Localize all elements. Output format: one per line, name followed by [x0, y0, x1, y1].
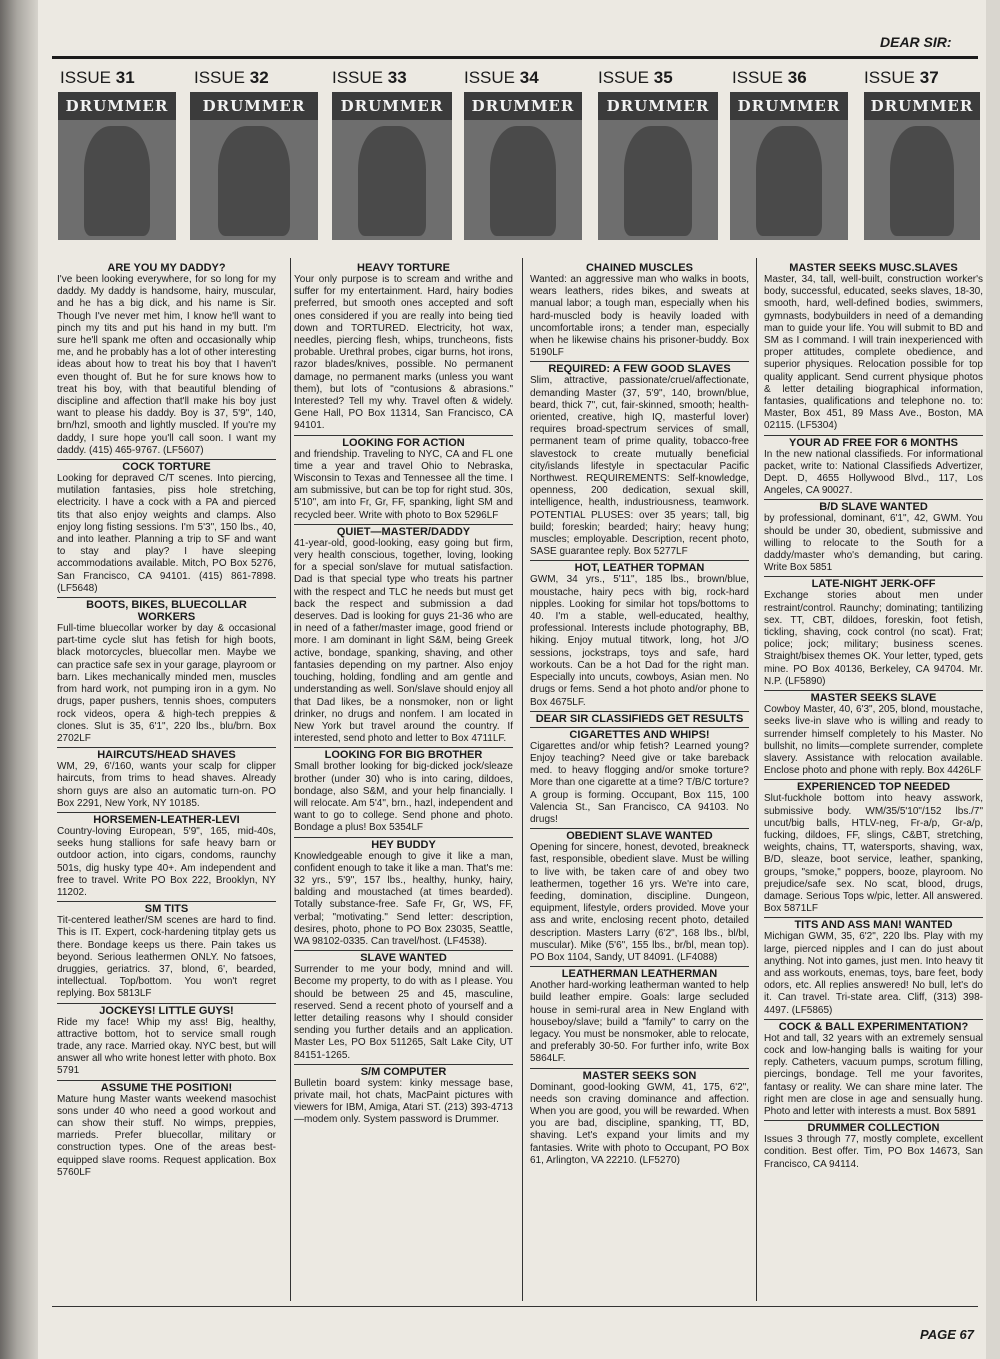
classified-ad [57, 814, 276, 899]
ad-title: CIGARETTES AND WHIPS! [569, 728, 710, 741]
ad-title: BOOTS, BIKES, BLUECOLLAR WORKERS [86, 599, 247, 624]
section-header: DEAR SIR: [880, 34, 952, 50]
classified-ad [294, 839, 513, 949]
cover-masthead: DRUMMER [464, 92, 582, 120]
ad-body: Full-time bluecollar worker by day & occasional part-time cycle slut has fetish for high boots, black motorcycles, bluecollar men. Maybe we can practice safe sex in your garage, playroom or barn. Likes mechanically minded men, muscles from hard work, not pumping iron in a gym. No drugs, paper pushers, tennis shoes, computers rock videos, opera & high-tech preppies & clones. Slut is 35, 6'1", 220 lbs., blu/brn. Box 2702LF [57, 623, 276, 744]
ad-title: MASTER SEEKS MUSC.SLAVES [789, 262, 958, 274]
issue-label: ISSUE 35 [598, 68, 673, 87]
ad-title: MASTER SEEKS SON [582, 1069, 697, 1082]
classified-ad [764, 1122, 983, 1171]
ad-title: QUIET—MASTER/DADDY [336, 525, 471, 538]
ad-title: HORSEMEN-LEATHER-LEVI [93, 813, 240, 826]
ad-title: LOOKING FOR BIG BROTHER [324, 749, 483, 762]
classified-ad [530, 363, 749, 558]
ad-divider [57, 812, 276, 813]
bottom-rule [52, 1306, 978, 1307]
ad-title: TITS AND ASS MAN! WANTED [794, 919, 953, 932]
column-1 [57, 262, 276, 1181]
ad-body: In the new national classifieds. For informational packet, write to: National Classifieds Advertizer, Dept. D, 4655 Hollywood Blvd., 117, Los Angeles, CA 90027. [764, 448, 983, 497]
page-fold-shadow [0, 0, 38, 1359]
column-rule [522, 258, 523, 1301]
ad-body: Looking for depraved C/T scenes. Into piercing, mutilation fantasies, piss hole stretching, electricity. I have a cock with a PA and pierced tits that also enjoy weights and clamps. Also enjoy long fisting sessions. I'm 5'3", 150 lbs., 40, and into leather. Planning a trip to SF and want to stay and play? I have sleeping accommodations available. Mitch, PO Box 5276, San Francisco, CA 94101. (415) 861-7898. (LF5648) [57, 473, 276, 594]
classified-ad [57, 461, 276, 595]
ad-title: MASTER SEEKS SLAVE [810, 692, 937, 705]
ad-title: DRUMMER COLLECTION [807, 1122, 940, 1135]
classified-ad [764, 781, 983, 915]
ad-body: Dominant, good-looking GWM, 41, 175, 6'2", needs son craving dominance and affection. When you are good, you will be rewarded. When you are bad, discipline, spanking, TT, BD, shaving. Let's expand your limits and my fantasies. Write with photo to Occupant, PO Box 61, Arlington, VA 22210. (LF5270) [530, 1081, 749, 1166]
ad-title: LOOKING FOR ACTION [342, 436, 465, 449]
ad-divider [530, 966, 749, 967]
ad-title: COCK TORTURE [122, 461, 211, 474]
ad-body: Issues 3 through 77, mostly complete, excellent condition. Best offer. Tim, PO Box 14673, San Francisco, CA 94114. [764, 1134, 983, 1170]
ad-divider [294, 747, 513, 748]
classified-ad [530, 562, 749, 708]
ad-body: Cigarettes and/or whip fetish? Learned young? Enjoy teaching? Need give or take bareback med. to heavy flogging and/or smoke torture? More than one cigarette at a time? T/B/C torture? A group is forming. Occupant, Box 115, 100 Valencia St., San Francisco, CA 94103. No drugs! [530, 740, 749, 825]
ad-body: GWM, 34 yrs., 5'11", 185 lbs., brown/blue, moustache, hairy pecs with big, rock-hard nipples. Looking for similar hot tops/bottoms to 40. I'm a stable, well-educated, healthy, professional. Interests include photography, BB, hiking. Enjoy mutual titwork, long, hot J/O sessions, jockstraps, toys and safe, hard workouts. Can be a hot Dad for the right man. Especially into uncuts, cowboys, Asian men. No drugs or fems. Send a hot photo and/or phone to Box 4675LF. [530, 574, 749, 708]
issue-label: ISSUE 36 [732, 68, 807, 87]
ad-title: CHAINED MUSCLES [586, 262, 693, 274]
ad-divider [57, 1080, 276, 1081]
ad-title: JOCKEYS! LITTLE GUYS! [99, 1004, 234, 1017]
ad-title: LATE-NIGHT JERK-OFF [811, 578, 936, 591]
ad-body: Master, 34, tall, well-built, construction worker's body, successful, educated, seeks slaves, 18-30, smooth, hard, well-defined bodies, swimmers, gymnasts, bodybuilders in need of a demanding man to guide your life. You will submit to BD and SM as I command. I will train inexperienced with proper attitudes, complete obedience, and superior physiques. Relocation possible for top quality applicant. Send current physique photos & letter detailing biographical information, fantasies, qualifications and telephone no. to: Master, Box 451, 89 Mass Ave., Boston, MA 02115. (LF5304) [764, 274, 983, 432]
issue-label: ISSUE 33 [332, 68, 407, 87]
classified-ad [764, 1021, 983, 1118]
ad-body: Mature hung Master wants weekend masochist sons under 40 who need a good workout and can show their stuff. No wimps, preppies, marrieds. Prefer bluecollar, military or construction types. One of the areas best-equipped slave rooms. Request application. Box 5760LF [57, 1093, 276, 1178]
ad-divider [764, 499, 983, 500]
classified-ad [764, 578, 983, 688]
column-rule [290, 258, 291, 1301]
ad-title: ASSUME THE POSITION! [100, 1081, 233, 1094]
page-number: PAGE 67 [920, 1327, 974, 1342]
ad-divider [530, 1068, 749, 1069]
issue-cover-image [332, 92, 452, 240]
ad-divider [530, 361, 749, 362]
ad-body: Bulletin board system: kinky message base, private mail, hot chats, MacPaint pictures with viewers for IBM, Amiga, Atari ST. (213) 393-4713—modem only. System password is Drummer. [294, 1077, 513, 1126]
ad-body: Hot and tall, 32 years with an extremely sensual cock and low-hanging balls is waiting for your reply. Catheters, vacuum pumps, scrotum filling, piercings, bondage. Tell me your favorites, fantasy or reality. We can share mine later. The right men are close in age and sensually hung. Photo and letter with interests a must. Box 5891 [764, 1032, 983, 1117]
classified-ad [530, 830, 749, 964]
issue-cover-image [864, 92, 980, 240]
ad-title: ARE YOU MY DADDY? [107, 262, 226, 274]
classified-ad [294, 1066, 513, 1127]
classified-ad [57, 599, 276, 745]
ad-title: COCK & BALL EXPERIMENTATION? [778, 1020, 969, 1033]
ad-title: YOUR AD FREE FOR 6 MONTHS [789, 436, 958, 449]
classified-ad [294, 952, 513, 1062]
ad-body: Another hard-working leatherman wanted to help build leather empire. Goals: large secluded house in semi-rural area in New England with houseboy/slave; build a "family" to carry on the legacy. You must be nonsmoker, able to relocate, and preferably 30-50. For further info, write Box 5864LF. [530, 980, 749, 1065]
ad-divider [57, 1003, 276, 1004]
ad-body: Wanted: an aggressive man who walks in boots, wears leathers, rides bikes, and sweats at manual labor; a tough man, especially when his hard-muscled body is heavily loaded with uncomfortable irons; a tender man, especially when he likewise chains his prisoner-buddy. Box 5190LF [530, 274, 749, 359]
ad-body: Knowledgeable enough to give it like a man, confident enough to take it like a man. That's me: 32 yrs., 5'9", 157 lbs., healthy, hunky, hairy, balding and moustached (at times bearded). Totally substance-free. Safe Fr, Gr, WS, FF, verbal; "motivating." Send letter: description, desires, photo, phone to PO Box 23035, Seattle, WA 98102-0335. Can travel/host. (LF4538). [294, 850, 513, 947]
classified-ad [294, 526, 513, 745]
classified-ad [530, 713, 749, 725]
ad-body: Exchange stories about men under restraint/control. Raunchy; dominating; tantilizing sex. TT, CBT, dildoes, foreskin, foot fetish, tickling, shaving, cock control (no scat). Frat; police; jock; military; business scenes. Straight/bisex themes OK. Your letter, typed, gets mine. PO Box 40136, Berkeley, CA 94704. Mr. N.P. (LF5890) [764, 590, 983, 687]
cover-masthead: DRUMMER [332, 92, 452, 120]
ad-title: EXPERIENCED TOP NEEDED [796, 781, 951, 794]
ad-divider [530, 727, 749, 728]
column-rule [756, 258, 757, 1301]
ad-body: Slut-fuckhole bottom into heavy asswork, submissive body. WM/35/5'10"/152 lbs./7" uncut/big balls, HTLV-neg, Fr-a/p, Gr-a/p, fucking, dildoes, FF, slings, C&BT, stretching, weights, chains, TT, watersports, shaving, wax, B/D, sleaze, boot service, leather, spanking, groups, "smoke," poppers, booze, playroom. No prejudice/safe sex. No scat, blood, drugs, damage. Serious Tops w/pic, letter. All answered. Box 5871LF [764, 793, 983, 915]
ad-title: HAIRCUTS/HEAD SHAVES [97, 749, 236, 762]
ad-title: HEAVY TORTURE [357, 262, 450, 274]
classified-ad [530, 1070, 749, 1167]
ad-title: HEY BUDDY [371, 838, 436, 851]
classified-ad [57, 262, 276, 457]
ad-divider [294, 1064, 513, 1065]
ad-body: Tit-centered leather/SM scenes are hard to find. This is IT. Expert, cock-hardening titplay gets us there. Bondage keeps us there. Pain takes us beyond. Serious leathermen ONLY. No fatsoes, druggies, geriatrics. 37, blond, 6', bearded, intellectual. Top/bottom. You won't regret replying. Box 5813LF [57, 915, 276, 1000]
issue-label: ISSUE 34 [464, 68, 539, 87]
issue-cover-image [58, 92, 176, 240]
ad-divider [764, 917, 983, 918]
ad-divider [57, 747, 276, 748]
classified-ad [764, 501, 983, 574]
issue-label: ISSUE 32 [194, 68, 269, 87]
column-3 [530, 262, 749, 1169]
ad-title: OBEDIENT SLAVE WANTED [566, 830, 713, 843]
ad-body: Ride my face! Whip my ass! Big, healthy, attractive bottom, hot to service small rough trade, any race. Married okay. NYC best, but will answer all who write honest letter with photo. Box 5791 [57, 1016, 276, 1077]
classified-ad [57, 1005, 276, 1078]
issue-cover-image [464, 92, 582, 240]
ad-title: S/M COMPUTER [360, 1065, 447, 1078]
ad-body: Opening for sincere, honest, devoted, breakneck fast, responsible, obedient slave. Must be willing to live with, be taken care of and obey two leathermen, together 16 yrs. We're into care, feeding, domination, discipline. Dungeon, equipment, lifestyle, orders provided. Move your ass and write, enclosing recent photo, detailed description. Masters Larry (6'2", 168 lbs., bl/bl, muscular). Mike (5'6", 155 lbs., br/bl, mean top). PO Box 1104, Sandy, UT 84091. (LF4088) [530, 842, 749, 963]
ad-divider [57, 459, 276, 460]
ad-divider [294, 524, 513, 525]
classified-ad [294, 749, 513, 834]
ad-body: Country-loving European, 5'9", 165, mid-40s, seeks hung stallions for safe heavy barn or outdoor action, into cigars, condoms, raunchy 501s, dig husky type 40+. Am independent and free to travel. Write PO Box 222, Brooklyn, NY 11202. [57, 825, 276, 898]
classified-ad [764, 437, 983, 498]
ad-divider [764, 690, 983, 691]
top-rule [52, 56, 978, 59]
classified-ad [530, 262, 749, 359]
cover-masthead: DRUMMER [730, 92, 848, 120]
classified-ad [764, 692, 983, 777]
ad-body: and friendship. Traveling to NYC, CA and FL one time a year and travel Ohio to Nebraska, Wisconsin to Texas and Tennessee all the time. I am submissive, but can be top for right stud. 30s, 5'10", am into Fr, Gr, FF, spanking, light SM and recycled beer. Write with photo to Box 5296LF [294, 448, 513, 521]
ad-body: by professional, dominant, 6'1", 42, GWM. You should be under 30, obedient, submissive and willing to relocate to the South for a daddy/master who's demanding, but caring. Write Box 5851 [764, 513, 983, 574]
issue-cover-image [598, 92, 718, 240]
ad-divider [294, 837, 513, 838]
cover-masthead: DRUMMER [864, 92, 980, 120]
ad-body: Michigan GWM, 35, 6'2", 220 lbs. Play with my large, pierced nipples and I can do just about anything. Not into games, just men. Into heavy tit and ass workouts, enemas, toys, bare feet, body odors, etc. All replies answered! No bull, let's do it. Can travel. Tri-state area. Cliff, (313) 398-4497. (LF5865) [764, 931, 983, 1016]
ad-divider [530, 560, 749, 561]
issue-cover-image [730, 92, 848, 240]
column-2 [294, 262, 513, 1129]
ad-divider [764, 1019, 983, 1020]
ad-divider [530, 711, 749, 712]
classified-ad [530, 968, 749, 1065]
ad-title: HOT, LEATHER TOPMAN [574, 562, 705, 575]
cover-masthead: DRUMMER [190, 92, 318, 120]
classified-ad [530, 729, 749, 826]
cover-masthead: DRUMMER [598, 92, 718, 120]
ad-title: B/D SLAVE WANTED [819, 501, 928, 514]
ad-body: WM, 29, 6'/160, wants your scalp for clipper haircuts, from trims to head shaves. Already shorn guys are also an automatic turn-on. PO Box 2291, New York, NY 10185. [57, 761, 276, 809]
ad-body: 41-year-old, good-looking, easy going but firm, very health conscious, together, loving, looking for a special son/slave for mutual satisfaction. Dad is that special type who treats his partner with the respect and TLC he needs but must get back the respect and submission a dad deserves. Dad is looking for guys 21-36 who are in need of a father/master image, good friend or more. I am dominant in light S&M, being Greek active, bondage, spanking, shaving, and other fantasies depending on my partner. Also enjoy touching, holding, fondling and am gentle and understanding as well. Son/slave should enjoy all that Dad likes, be a nonsmoker, non or light drinker, no drugs and nonfem. I am located in New York but travel around the country. If interested, send photo and letter to Box 4711LF. [294, 537, 513, 745]
classified-ad [57, 903, 276, 1000]
classified-ad [57, 1082, 276, 1179]
issue-label: ISSUE 31 [60, 68, 135, 87]
classified-ad [764, 919, 983, 1016]
ad-body: Slim, attractive, passionate/cruel/affectionate, demanding Master (37, 5'9", 140, brown/blue, beard, thick 7", cut, fair-skinned, smooth; health-oriented, creative, high IQ, masterful lover) requires broad-spectrum services of small, permanent team of prime quality, tobacco-free slavestock to create mutually beneficial city/islands lifestyle in spectacular Pacific Northwest. REQUIREMENTS: Self-knowledge, openness, 200 dedication, sexual skill, intelligence, health, industriousness, teamwork. POTENTIAL PLUSES: over 35 years; tall, big build; foreskin; bearded; hairy; heavy hung; muscles; employable. Description, recent photo, SASE guarantee reply. Box 5277LF [530, 375, 749, 558]
classified-ad [294, 262, 513, 433]
ad-divider [530, 828, 749, 829]
ad-title: DEAR SIR CLASSIFIEDS GET RESULTS [535, 712, 744, 725]
column-4 [764, 262, 983, 1173]
issue-cover-image [190, 92, 318, 240]
ad-body: Surrender to me your body, mnind and will. Become my property, to do with as I please. You should be between 25 and 45, masculine, reserved. Send a recent photo of yourself and a letter detailing reasons why I should consider sending you further details and an application. Master Les, PO Box 511265, Salt Lake City, UT 84151-1265. [294, 964, 513, 1061]
ad-title: SM TITS [144, 903, 189, 916]
ad-divider [57, 901, 276, 902]
ad-divider [764, 576, 983, 577]
issue-label: ISSUE 37 [864, 68, 939, 87]
ad-divider [764, 1120, 983, 1121]
ad-title: SLAVE WANTED [360, 952, 447, 965]
classified-ad [294, 437, 513, 522]
classified-ad [764, 262, 983, 433]
classified-ad [57, 749, 276, 810]
ad-body: Cowboy Master, 40, 6'3", 205, blond, moustache, seeks live-in slave who is willing and ready to surrender himself completely to his Master. No bullshit, no limits—complete surrender, complete slavery. Assistance with relocation available. Enclose photo and phone with reply. Box 4426LF [764, 704, 983, 777]
ad-divider [294, 435, 513, 436]
ad-title: REQUIRED: A FEW GOOD SLAVES [548, 363, 731, 376]
ad-divider [764, 779, 983, 780]
ad-title: LEATHERMAN LEATHERMAN [561, 968, 718, 981]
ad-divider [57, 597, 276, 598]
cover-masthead: DRUMMER [58, 92, 176, 120]
ad-body: Your only purpose is to scream and writhe and suffer for my entertainment. Hard, hairy bodies preferred, but smooth ones accepted and soft ones considered if you are really into being tied down and TORTURED. Electricity, hot wax, needles, piercing flesh, whips, truncheons, fists probable. Urethral probes, cigar burns, hot irons, razor blades/knives, possible. No permanent damage, no permanent marks (unless you want them), but lots of "contusions & abrasions." Interested? Tell my why. Travel often & widely. Gene Hall, PO Box 11314, San Francisco, CA 94101. [294, 274, 513, 432]
ad-divider [764, 435, 983, 436]
ad-body: Small brother looking for big-dicked jock/sleaze brother (under 30) who is into caring, dildoes, bondage, also S&M, and your help financially. I will relocate. Am 5'4", brn., hazl, independent and want to go to college. Send phone and photo. Bondage a plus! Box 5354LF [294, 761, 513, 834]
ad-divider [294, 950, 513, 951]
ad-body: I've been looking everywhere, for so long for my daddy. My daddy is handsome, hairy, muscular, and he has a big dick, and his name is Sir. Though I've never met him, I know he'll want to pinch my tits and put his hand in my butt. I'm sure he'll spank me often and occasionally whip me, and he probably has a lot of other interesting ideas about how to treat his boy that I haven't even thought of. But he for sure knows how to treat his boy, with that beautiful blending of discipline and affection that'll make his boy just want to please his daddy. Boy is 37, 5'9", 140, brn/hzl, smooth and lightly muscled. If you're my daddy, I sure hope you'll call soon. I want my daddy. (415) 465-9767. (LF5607) [57, 274, 276, 456]
